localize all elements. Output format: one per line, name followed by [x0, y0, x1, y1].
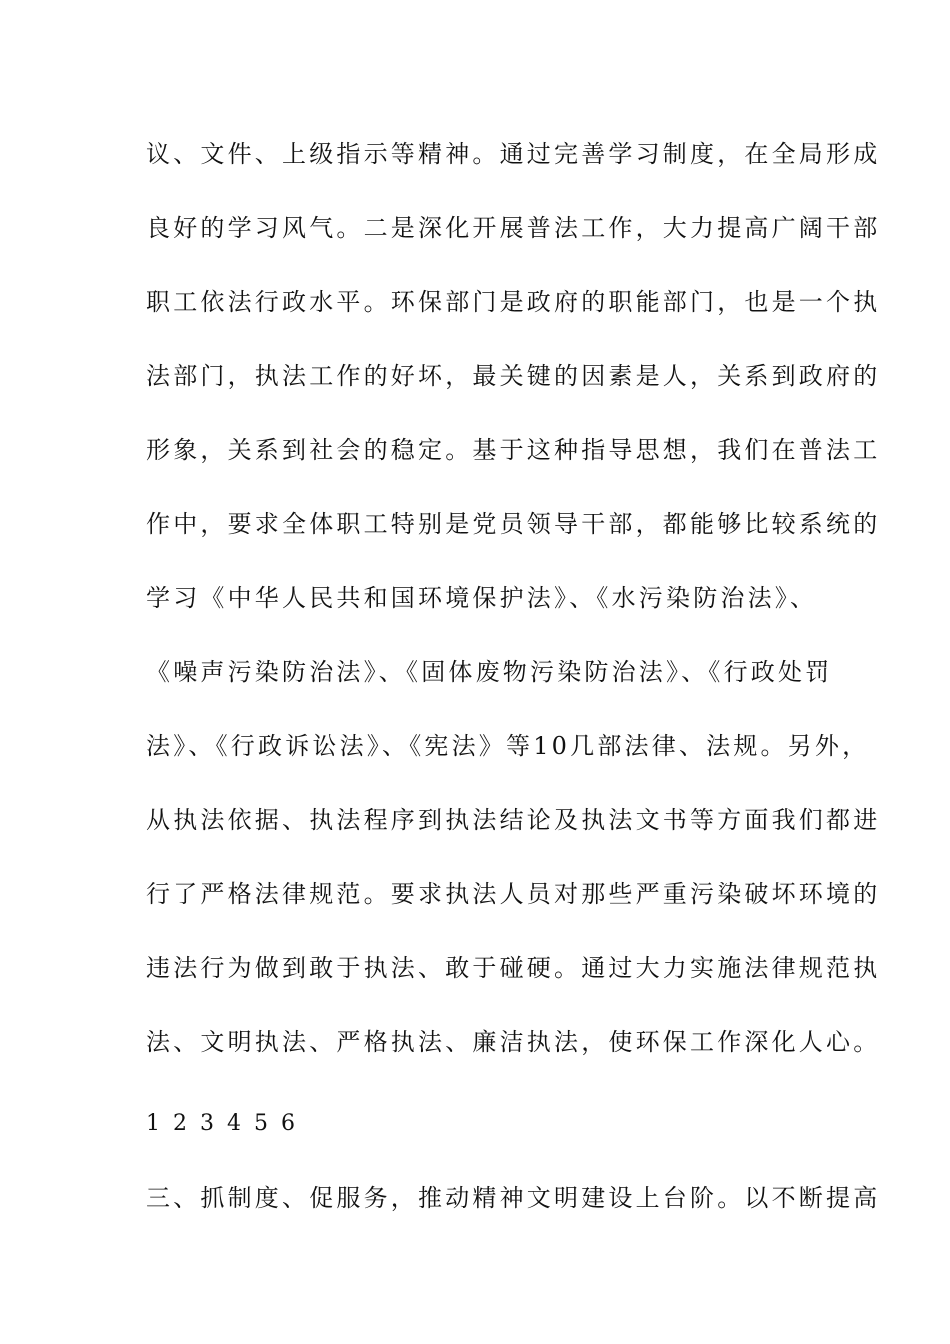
text-line: 法部门，执法工作的好坏，最关键的因素是人，关系到政府的	[146, 362, 881, 390]
page-number-6[interactable]: 6	[281, 1111, 295, 1136]
text-line: 从执法依据、执法程序到执法结论及执法文书等方面我们都进	[146, 806, 881, 834]
text-line: 形象，关系到社会的稳定。基于这种指导思想，我们在普法工	[146, 436, 881, 464]
text-line: 议、文件、上级指示等精神。通过完善学习制度，在全局形成	[146, 140, 881, 168]
text-line: 作中，要求全体职工特别是党员领导干部，都能够比较系统的	[146, 510, 881, 538]
body-text	[146, 132, 881, 1094]
section-heading-line: 三、抓制度、促服务，推动精神文明建设上台阶。以不断提高	[146, 1184, 881, 1212]
text-line: 《噪声污染防治法》、《固体废物污染防治法》、《行政处罚	[146, 658, 833, 686]
text-line: 行了严格法律规范。要求执法人员对那些严重污染破坏环境的	[146, 880, 881, 908]
text-line: 学习《中华人民共和国环境保护法》、《水污染防治法》、	[146, 584, 818, 612]
page-number-3[interactable]: 3	[200, 1111, 214, 1136]
text-line: 违法行为做到敢于执法、敢于碰硬。通过大力实施法律规范执	[146, 954, 881, 982]
text-line: 法》、《行政诉讼法》、《宪法》等10几部法律、法规。另外，	[146, 732, 870, 760]
page-number-2[interactable]: 2	[173, 1111, 187, 1136]
text-line: 职工依法行政水平。环保部门是政府的职能部门，也是一个执	[146, 288, 881, 316]
page-number-5[interactable]: 5	[254, 1111, 268, 1136]
page-number-4[interactable]: 4	[227, 1111, 241, 1136]
page-number-links	[146, 1104, 301, 1144]
page-number-1[interactable]: 1	[146, 1111, 160, 1136]
text-line: 良好的学习风气。二是深化开展普法工作，大力提高广阔干部	[146, 214, 881, 242]
text-line: 法、文明执法、严格执法、廉洁执法，使环保工作深化人心。	[146, 1028, 881, 1056]
